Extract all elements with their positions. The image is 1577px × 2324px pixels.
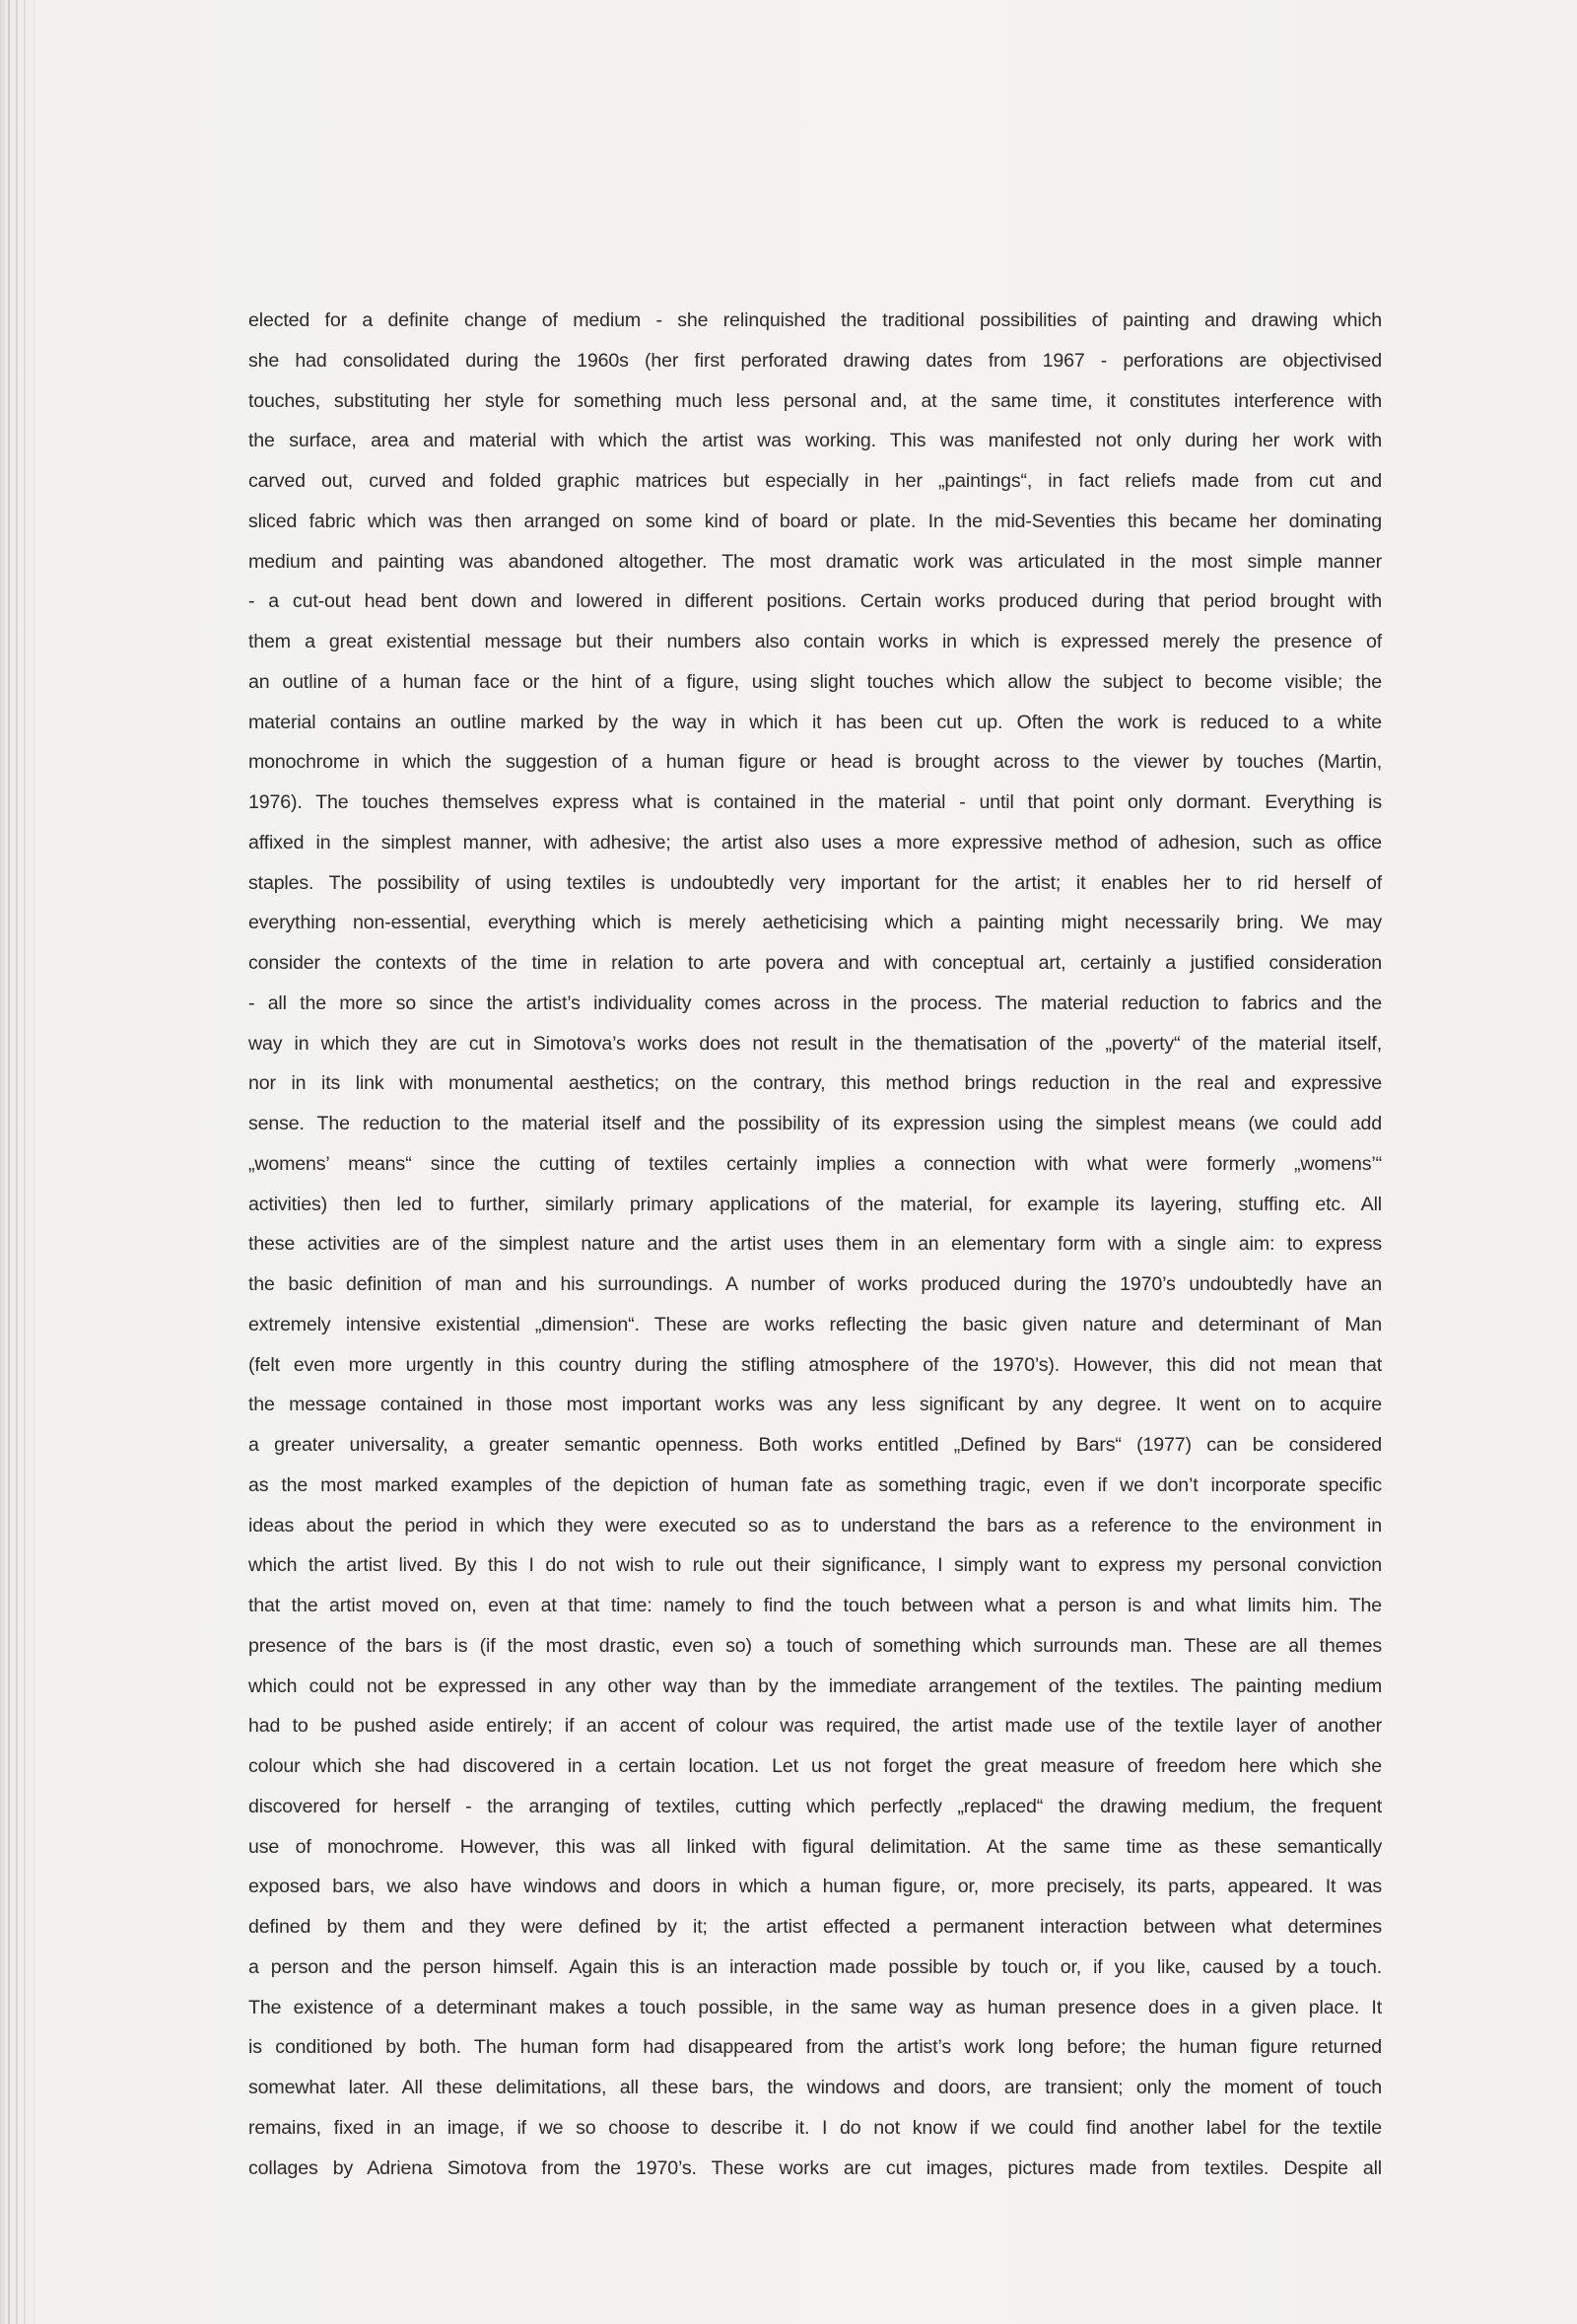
text-line: remains, fixed in an image, if we so choose to describe it. I do not know if we could find another label for the textile [248, 2116, 1382, 2139]
text-line: sense. The reduction to the material itself and the possibility of its expression using the simplest means (we could add [248, 1113, 1382, 1134]
text-line: discovered for herself - the arranging of textiles, cutting which perfectly „replaced“ the drawing medium, the frequent [248, 1795, 1382, 1817]
text-line: use of monochrome. However, this was all linked with figural delimitation. At the same time as these semantically [248, 1835, 1382, 1858]
text-line: ideas about the period in which they were executed so as to understand the bars as a reference to the environment in [248, 1514, 1382, 1537]
text-line: collages by Adriena Simotova from the 1970’s. These works are cut images, pictures made from textiles. Despite all [248, 2156, 1382, 2179]
text-line: these activities are of the simplest nature and the artist uses them in an elementary form with a single aim: to express [248, 1233, 1382, 1256]
text-line: the basic definition of man and his surroundings. A number of works produced during the 1970’s undoubtedly have an [248, 1273, 1382, 1295]
text-line: „womens’ means“ since the cutting of textiles certainly implies a connection with what were formerly „womens’“ [248, 1152, 1382, 1175]
text-line: exposed bars, we also have windows and doors in which a human figure, or, more precisely, its parts, appeared. It was [248, 1876, 1382, 1898]
text-line: touches, substituting her style for something much less personal and, at the same time, it constitutes interference with [248, 389, 1382, 412]
text-line: defined by them and they were defined by it; the artist effected a permanent interaction between what determines [248, 1916, 1382, 1938]
text-line: medium and painting was abandoned altogether. The most dramatic work was articulated in the most simple manner [248, 550, 1382, 573]
text-line: sliced fabric which was then arranged on some kind of board or plate. In the mid-Seventies this became her dominating [248, 510, 1382, 532]
text-line: affixed in the simplest manner, with adhesive; the artist also uses a more expressive method of adhesion, such as office [248, 831, 1382, 854]
text-line: nor in its link with monumental aesthetics; on the contrary, this method brings reduction in the real and expressive [248, 1072, 1382, 1095]
text-line: The existence of a determinant makes a touch possible, in the same way as human presence does in a given place. It [248, 1996, 1382, 2018]
text-line: carved out, curved and folded graphic matrices but especially in her „paintings“, in fact reliefs made from cut and [248, 470, 1382, 492]
text-line: had to be pushed aside entirely; if an accent of colour was required, the artist made use of the textile layer of another [248, 1715, 1382, 1738]
text-line: as the most marked examples of the depiction of human fate as something tragic, even if we don’t incorporate specific [248, 1473, 1382, 1496]
text-line: a greater universality, a greater semantic openness. Both works entitled „Defined by Bars“ (1977) can be considered [248, 1434, 1382, 1456]
text-line: presence of the bars is (if the most drastic, even so) a touch of something which surrounds man. These are all themes [248, 1634, 1382, 1657]
text-line: colour which she had discovered in a certain location. Let us not forget the great measure of freedom here which she [248, 1755, 1382, 1777]
text-line: material contains an outline marked by the way in which it has been cut up. Often the work is reduced to a white [248, 711, 1382, 733]
page-edge [16, 0, 18, 2324]
text-line: elected for a definite change of medium - she relinquished the traditional possibilities of painting and drawing which [248, 309, 1382, 331]
text-line: which the artist lived. By this I do not wish to rule out their significance, I simply want to express my personal conviction [248, 1554, 1382, 1577]
page-edge [24, 0, 26, 2324]
text-line: way in which they are cut in Simotova’s works does not result in the thematisation of the „poverty“ of the material itself, [248, 1032, 1382, 1055]
text-line: that the artist moved on, even at that time: namely to find the touch between what a person is and what limits him. The [248, 1595, 1382, 1616]
text-line: 1976). The touches themselves express what is contained in the material - until that point only dormant. Everything is [248, 791, 1382, 813]
page-edge [8, 0, 10, 2324]
text-line: them a great existential message but their numbers also contain works in which is expressed merely the presence of [248, 631, 1382, 652]
body-text [248, 301, 1382, 2188]
text-line: the surface, area and material with which the artist was working. This was manifested not only during her work with [248, 430, 1382, 452]
text-line: a person and the person himself. Again this is an interaction made possible by touch or, if you like, caused by a touch. [248, 1955, 1382, 1978]
text-line: somewhat later. All these delimitations, all these bars, the windows and doors, are transient; only the moment of touch [248, 2077, 1382, 2098]
text-line: extremely intensive existential „dimension“. These are works reflecting the basic given nature and determinant of Man [248, 1313, 1382, 1335]
text-line: everything non-essential, everything which is merely aetheticising which a painting might necessarily bring. We may [248, 912, 1382, 934]
text-line: is conditioned by both. The human form had disappeared from the artist’s work long before; the human figure returned [248, 2036, 1382, 2059]
text-line: monochrome in which the suggestion of a human figure or head is brought across to the viewer by touches (Martin, [248, 751, 1382, 774]
text-line: she had consolidated during the 1960s (her first perforated drawing dates from 1967 - perforations are objectivised [248, 349, 1382, 372]
text-line: which could not be expressed in any other way than by the immediate arrangement of the textiles. The painting medium [248, 1675, 1382, 1697]
text-line: activities) then led to further, similarly primary applications of the material, for example its layering, stuffing etc. All [248, 1193, 1382, 1215]
text-line: - a cut-out head bent down and lowered in different positions. Certain works produced during that period brought with [248, 590, 1382, 613]
text-line: - all the more so since the artist’s individuality comes across in the process. The material reduction to fabrics and the [248, 991, 1382, 1014]
text-line: an outline of a human face or the hint of a figure, using slight touches which allow the subject to become visible; the [248, 670, 1382, 693]
text-line: consider the contexts of the time in relation to arte povera and with conceptual art, certainly a justified consideration [248, 952, 1382, 974]
text-line: the message contained in those most important works was any less significant by any degree. It went on to acquire [248, 1394, 1382, 1416]
text-line: staples. The possibility of using textiles is undoubtedly very important for the artist; it enables her to rid herself of [248, 871, 1382, 894]
text-line: (felt even more urgently in this country during the stifling atmosphere of the 1970’s). However, this did not mean that [248, 1353, 1382, 1376]
